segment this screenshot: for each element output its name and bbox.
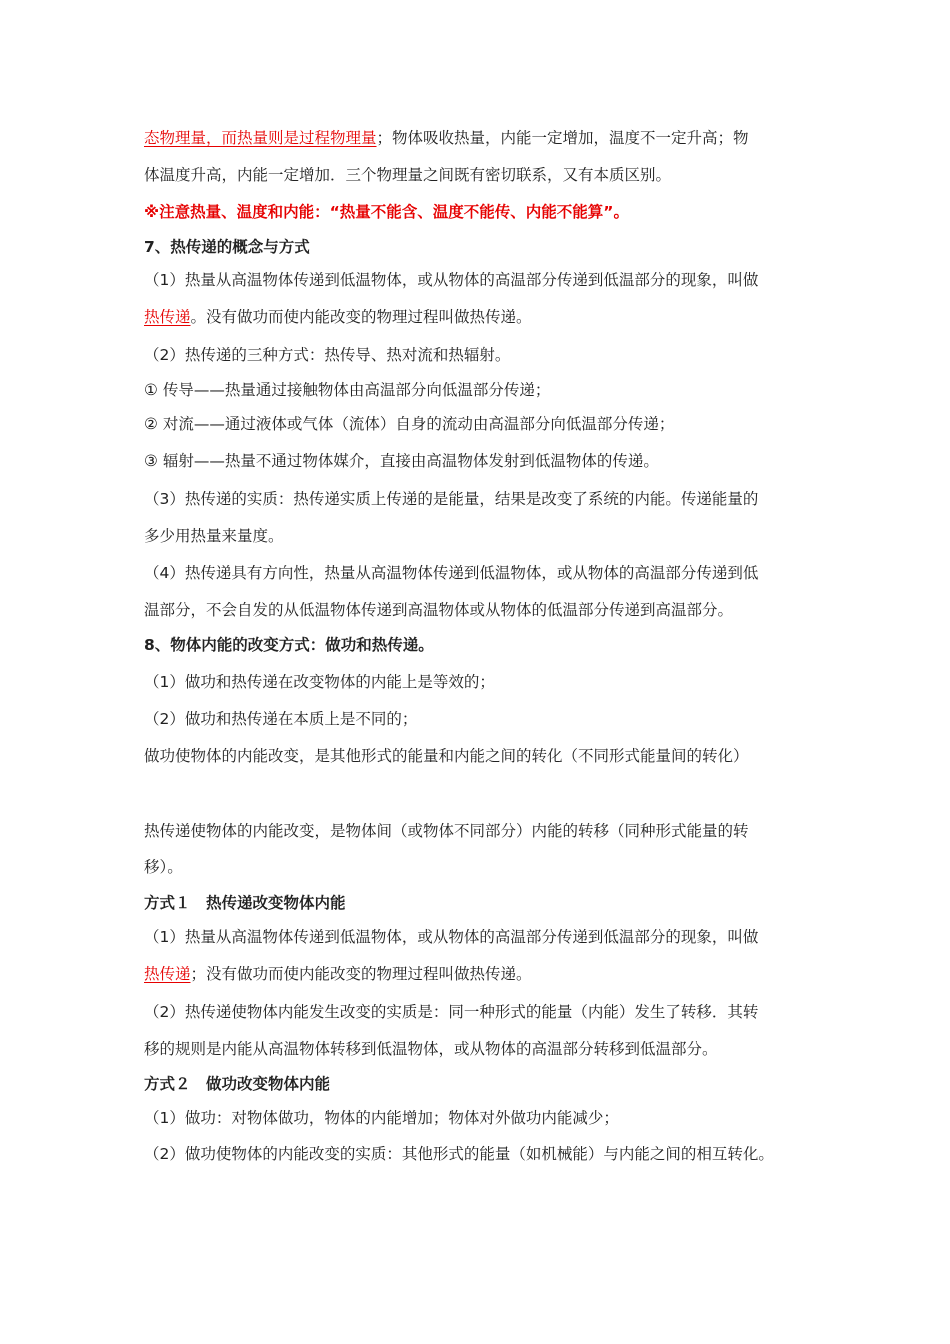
text-line: （3）热传递的实质：热传递实质上传递的是能量，结果是改变了系统的内能。传递能量的 [144, 490, 759, 508]
highlight-text: 热传递 [144, 308, 191, 326]
text-line: 做功使物体的内能改变，是其他形式的能量和内能之间的转化（不同形式能量间的转化） [144, 747, 749, 765]
text-line: （2）做功使物体的内能改变的实质：其他形式的能量（如机械能）与内能之间的相互转化。 [144, 1145, 774, 1163]
text-line: 多少用热量来量度。 [144, 527, 284, 545]
text-line: 热传递；没有做功而使内能改变的物理过程叫做热传递。 [144, 965, 532, 983]
section-heading-7: 7、热传递的概念与方式 [144, 238, 310, 256]
text-line: （4）热传递具有方向性，热量从高温物体传递到低温物体，或从物体的高温部分传递到低 [144, 564, 759, 582]
section-heading-8: 8、物体内能的改变方式：做功和热传递。 [144, 636, 434, 654]
text-line: （1）做功：对物体做功，物体的内能增加；物体对外做功内能减少； [144, 1109, 619, 1127]
text-line: 体温度升高，内能一定增加．三个物理量之间既有密切联系，又有本质区别。 [144, 166, 672, 184]
text-line: ③ 辐射——热量不通过物体媒介，直接由高温物体发射到低温物体的传递。 [144, 452, 659, 470]
text-line: 移）。 [144, 858, 183, 876]
text-line: （1）做功和热传递在改变物体的内能上是等效的； [144, 673, 495, 691]
text-line: 移的规则是内能从高温物体转移到低温物体，或从物体的高温部分转移到低温部分。 [144, 1040, 718, 1058]
text-line: 热传递。没有做功而使内能改变的物理过程叫做热传递。 [144, 308, 532, 326]
text-line: ① 传导——热量通过接触物体由高温部分向低温部分传递； [144, 381, 551, 399]
method-heading-2: 方式２ 做功改变物体内能 [144, 1075, 331, 1093]
note-line: ※注意热量、温度和内能：“热量不能含、温度不能传、内能不能算”。 [144, 203, 629, 221]
method-heading-1: 方式１ 热传递改变物体内能 [144, 894, 346, 912]
highlight-text: 态物理量，而热量则是过程物理量 [144, 129, 377, 147]
text-line: （2）热传递的三种方式：热传导、热对流和热辐射。 [144, 346, 511, 364]
text-line: （2）做功和热传递在本质上是不同的； [144, 710, 418, 728]
text-line: ② 对流——通过液体或气体（流体）自身的流动由高温部分向低温部分传递； [144, 415, 675, 433]
text-line: （1）热量从高温物体传递到低温物体，或从物体的高温部分传递到低温部分的现象，叫做 [144, 928, 759, 946]
text-line: （1）热量从高温物体传递到低温物体，或从物体的高温部分传递到低温部分的现象，叫做 [144, 271, 759, 289]
highlight-text: 热传递 [144, 965, 191, 983]
text-line: 温部分，不会自发的从低温物体传递到高温物体或从物体的低温部分传递到高温部分。 [144, 601, 734, 619]
text-line: 态物理量，而热量则是过程物理量；物体吸收热量，内能一定增加，温度不一定升高；物 [144, 129, 749, 147]
text-line: 热传递使物体的内能改变，是物体间（或物体不同部分）内能的转移（同种形式能量的转 [144, 822, 749, 840]
text-line: （2）热传递使物体内能发生改变的实质是：同一种形式的能量（内能）发生了转移．其转 [144, 1003, 759, 1021]
